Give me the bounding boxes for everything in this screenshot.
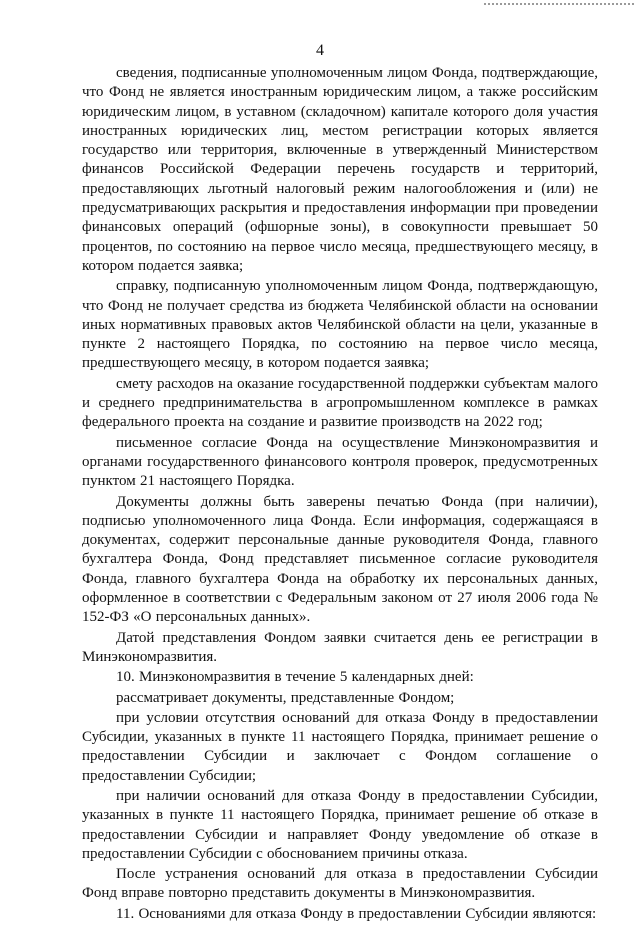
paragraph-review-documents: рассматривает документы, представленные Фондом; (116, 689, 455, 706)
paragraph-submission-date: Датой представления Фондом заявки считается день ее регистрации в Минэкономразвития. (82, 629, 598, 665)
paragraph-cost-estimate: смету расходов на оказание государственной поддержки субъектам малого и среднего предпринимательства в агропромышленном комплексе в рамках федерального проекта на создание и развитие производств на 2022 год; (82, 375, 598, 431)
document-body (82, 64, 598, 925)
paragraph-budget-certificate: справку, подписанную уполномоченным лицом Фонда, подтверждающую, что Фонд не получает средства из бюджета Челябинской области на основании иных нормативных правовых актов Челябинской области на цели, указанные в пункте 2 настоящего Порядка, по состоянию на первое число месяца, предшествующего месяцу, в котором подается заявка; (82, 278, 598, 372)
paragraph-document-certification: Документы должны быть заверены печатью Фонда (при наличии), подписью уполномоченного лица Фонда. Если информация, содержащаяся в документах, содержит персональные данные руководителя Фонда, главного бухгалтера Фонда, Фонд представляет письменное согласие руководителя Фонда, главного бухгалтера Фонда на обработку их персональных данных, оформленное в соответствии с Федеральным законом от 27 июля 2006 года № 152-ФЗ «О персональных данных». (82, 493, 598, 626)
paragraph-grant-decision: при условии отсутствия оснований для отказа Фонду в предоставлении Субсидии, указанных в пункте 11 настоящего Порядка, принимает решение о предоставлении Субсидии и заключает с Фондом соглашение о предоставлении Субсидии; (82, 709, 598, 784)
paragraph-inspection-consent: письменное согласие Фонда на осуществление Минэкономразвития и органами государственного финансового контроля проверок, предусмотренных пунктом 21 настоящего Порядка. (82, 434, 598, 490)
paragraph-offshore-certificate: сведения, подписанные уполномоченным лицом Фонда, подтверждающие, что Фонд не является иностранным юридическим лицом, а также российским юридическим лицом, в уставном (складочном) капитале которого доля участия иностранных юридических лиц, местом регистрации которых является государство или территория, включенные в утвержденный Министерством финансов Российской Федерации перечень государств и территорий, предоставляющих льготный налоговый режим налогообложения и (или) не предусматривающих раскрытия и предоставления информации при проведении финансовых операций (офшорные зоны), в совокупности превышает 50 процентов, по состоянию на первое число месяца, предшествующего месяцу, в котором подается заявка; (82, 65, 598, 274)
paragraph-refusal-decision: при наличии оснований для отказа Фонду в предоставлении Субсидии, указанных в пункте 11 настоящего Порядка, принимает решение об отказе в предоставлении Субсидии и направляет Фонду уведомление об отказе в предоставлении Субсидии с обоснованием причины отказа. (82, 787, 598, 862)
paragraph-item-10: 10. Минэкономразвития в течение 5 календарных дней: (116, 669, 474, 686)
page-number: 4 (316, 42, 324, 59)
paragraph-item-11: 11. Основаниями для отказа Фонду в предоставлении Субсидии являются: (116, 905, 597, 922)
scan-top-mark (484, 3, 634, 7)
paragraph-resubmission: После устранения оснований для отказа в предоставлении Субсидии Фонд вправе повторно представить документы в Минэкономразвития. (82, 866, 598, 902)
